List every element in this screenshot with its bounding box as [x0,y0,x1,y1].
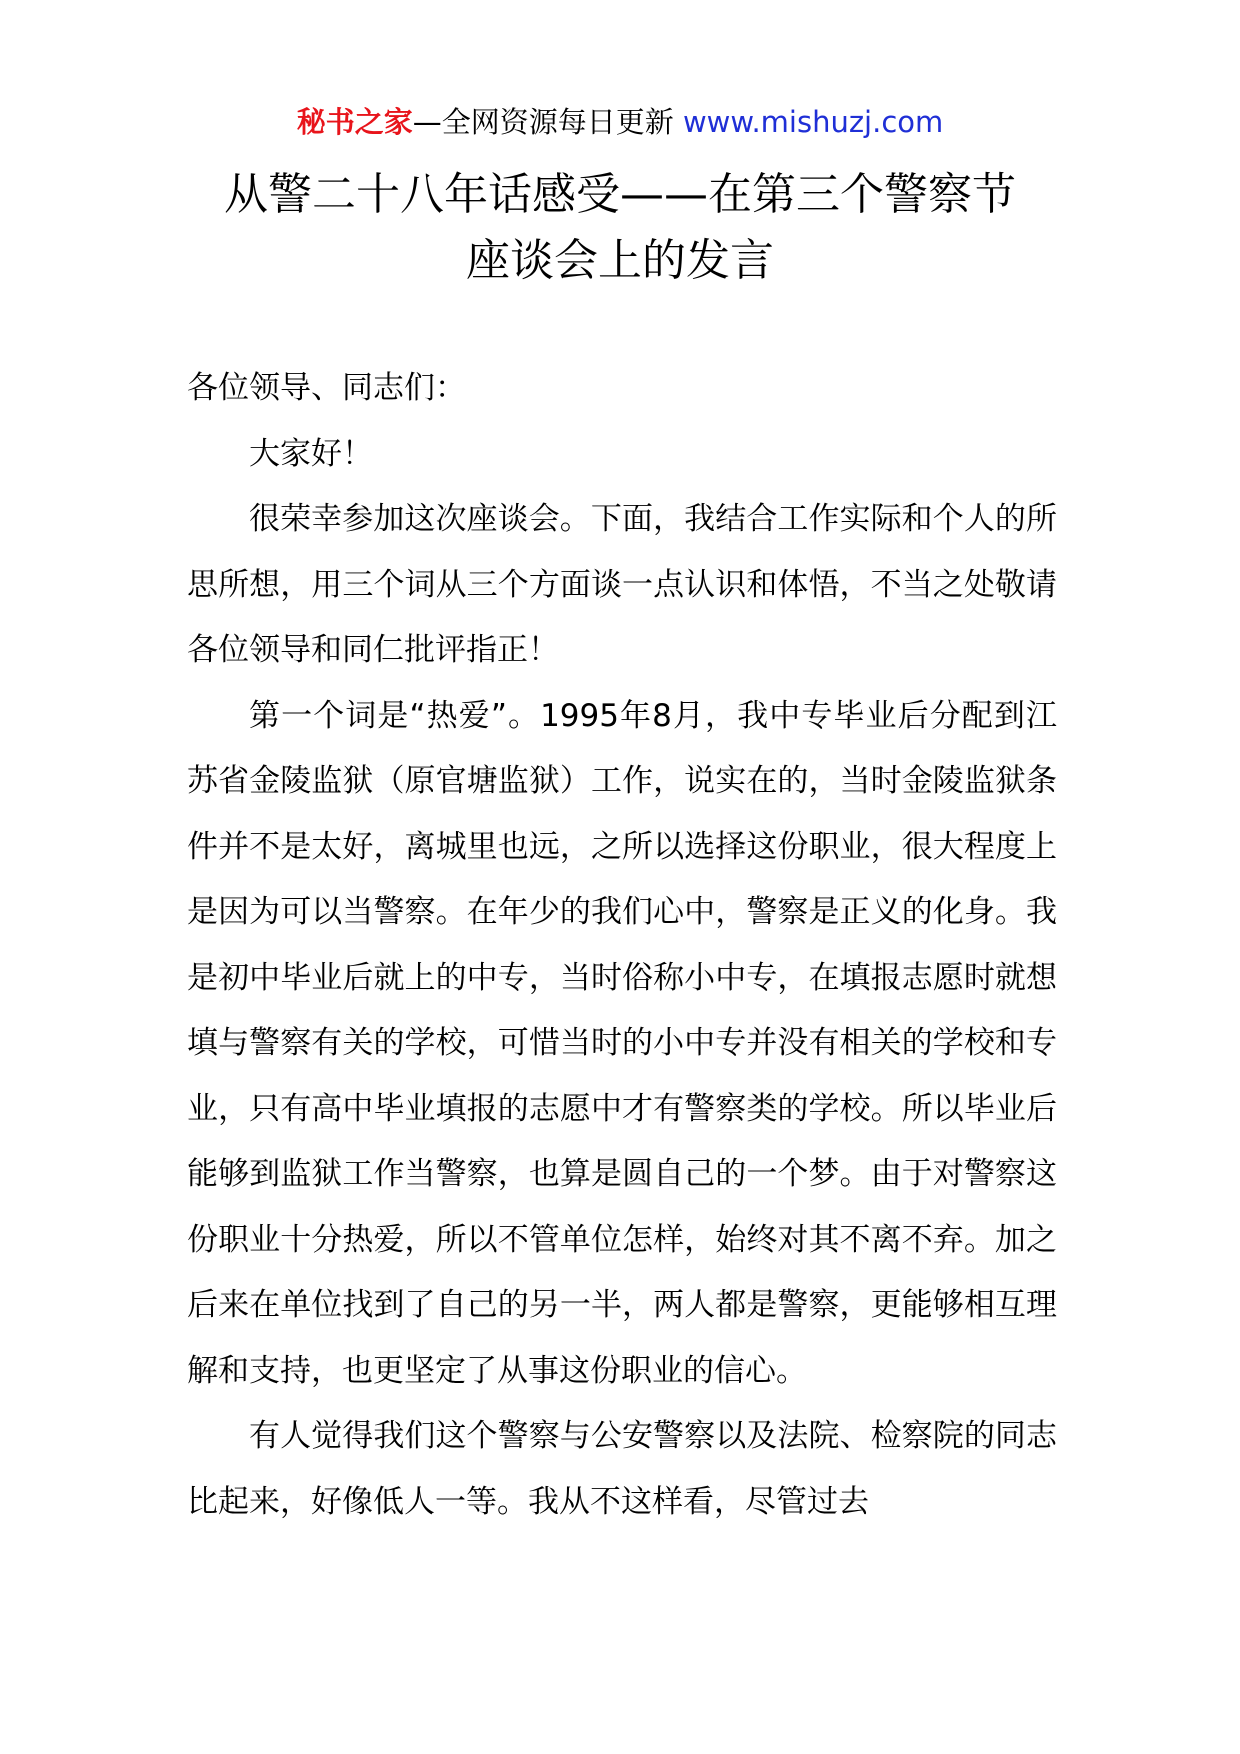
title-line-1: 从警二十八年话感受——在第三个警察节 [224,169,1016,220]
paragraph-intro: 很荣幸参加这次座谈会。下面，我结合工作实际和个人的所思所想，用三个词从三个方面谈一点认识和体悟，不当之处敬请各位领导和同仁批评指正！ [187,501,1057,668]
paragraph-first-word: 第一个词是“热爱”。1995年8月，我中专毕业后分配到江苏省金陵监狱（原官塘监狱）工作，说实在的，当时金陵监狱条件并不是太好，离城里也远，之所以选择这份职业，很大程度上是因为可以当警察。在年少的我们心中，警察是正义的化身。我是初中毕业后就上的中专，当时俗称小中专，在填报志愿时就想填与警察有关的学校，可惜当时的小中专并没有相关的学校和专业，只有高中毕业填报的志愿中才有警察类的学校。所以毕业后能够到监狱工作当警察，也算是圆自己的一个梦。由于对警察这份职业十分热爱，所以不管单位怎样，始终对其不离不弃。加之后来在单位找到了自己的另一半，两人都是警察，更能够相互理解和支持，也更坚定了从事这份职业的信心。 [187,697,1057,1389]
document-title [150,162,1090,294]
document-body [187,356,1057,1535]
brand-name: 秘书之家 [296,105,413,139]
header-tagline: —全网资源每日更新 [412,105,674,139]
site-url-link[interactable]: www.mishuzj.com [682,105,944,139]
paragraph-comparison: 有人觉得我们这个警察与公安警察以及法院、检察院的同志比起来，好像低人一等。我从不这样看，尽管过去 [187,1418,1057,1520]
salutation: 各位领导、同志们： [187,370,466,406]
title-line-2: 座谈会上的发言 [466,235,774,286]
paragraph-greeting: 大家好！ [249,435,373,472]
site-header [0,100,1240,144]
